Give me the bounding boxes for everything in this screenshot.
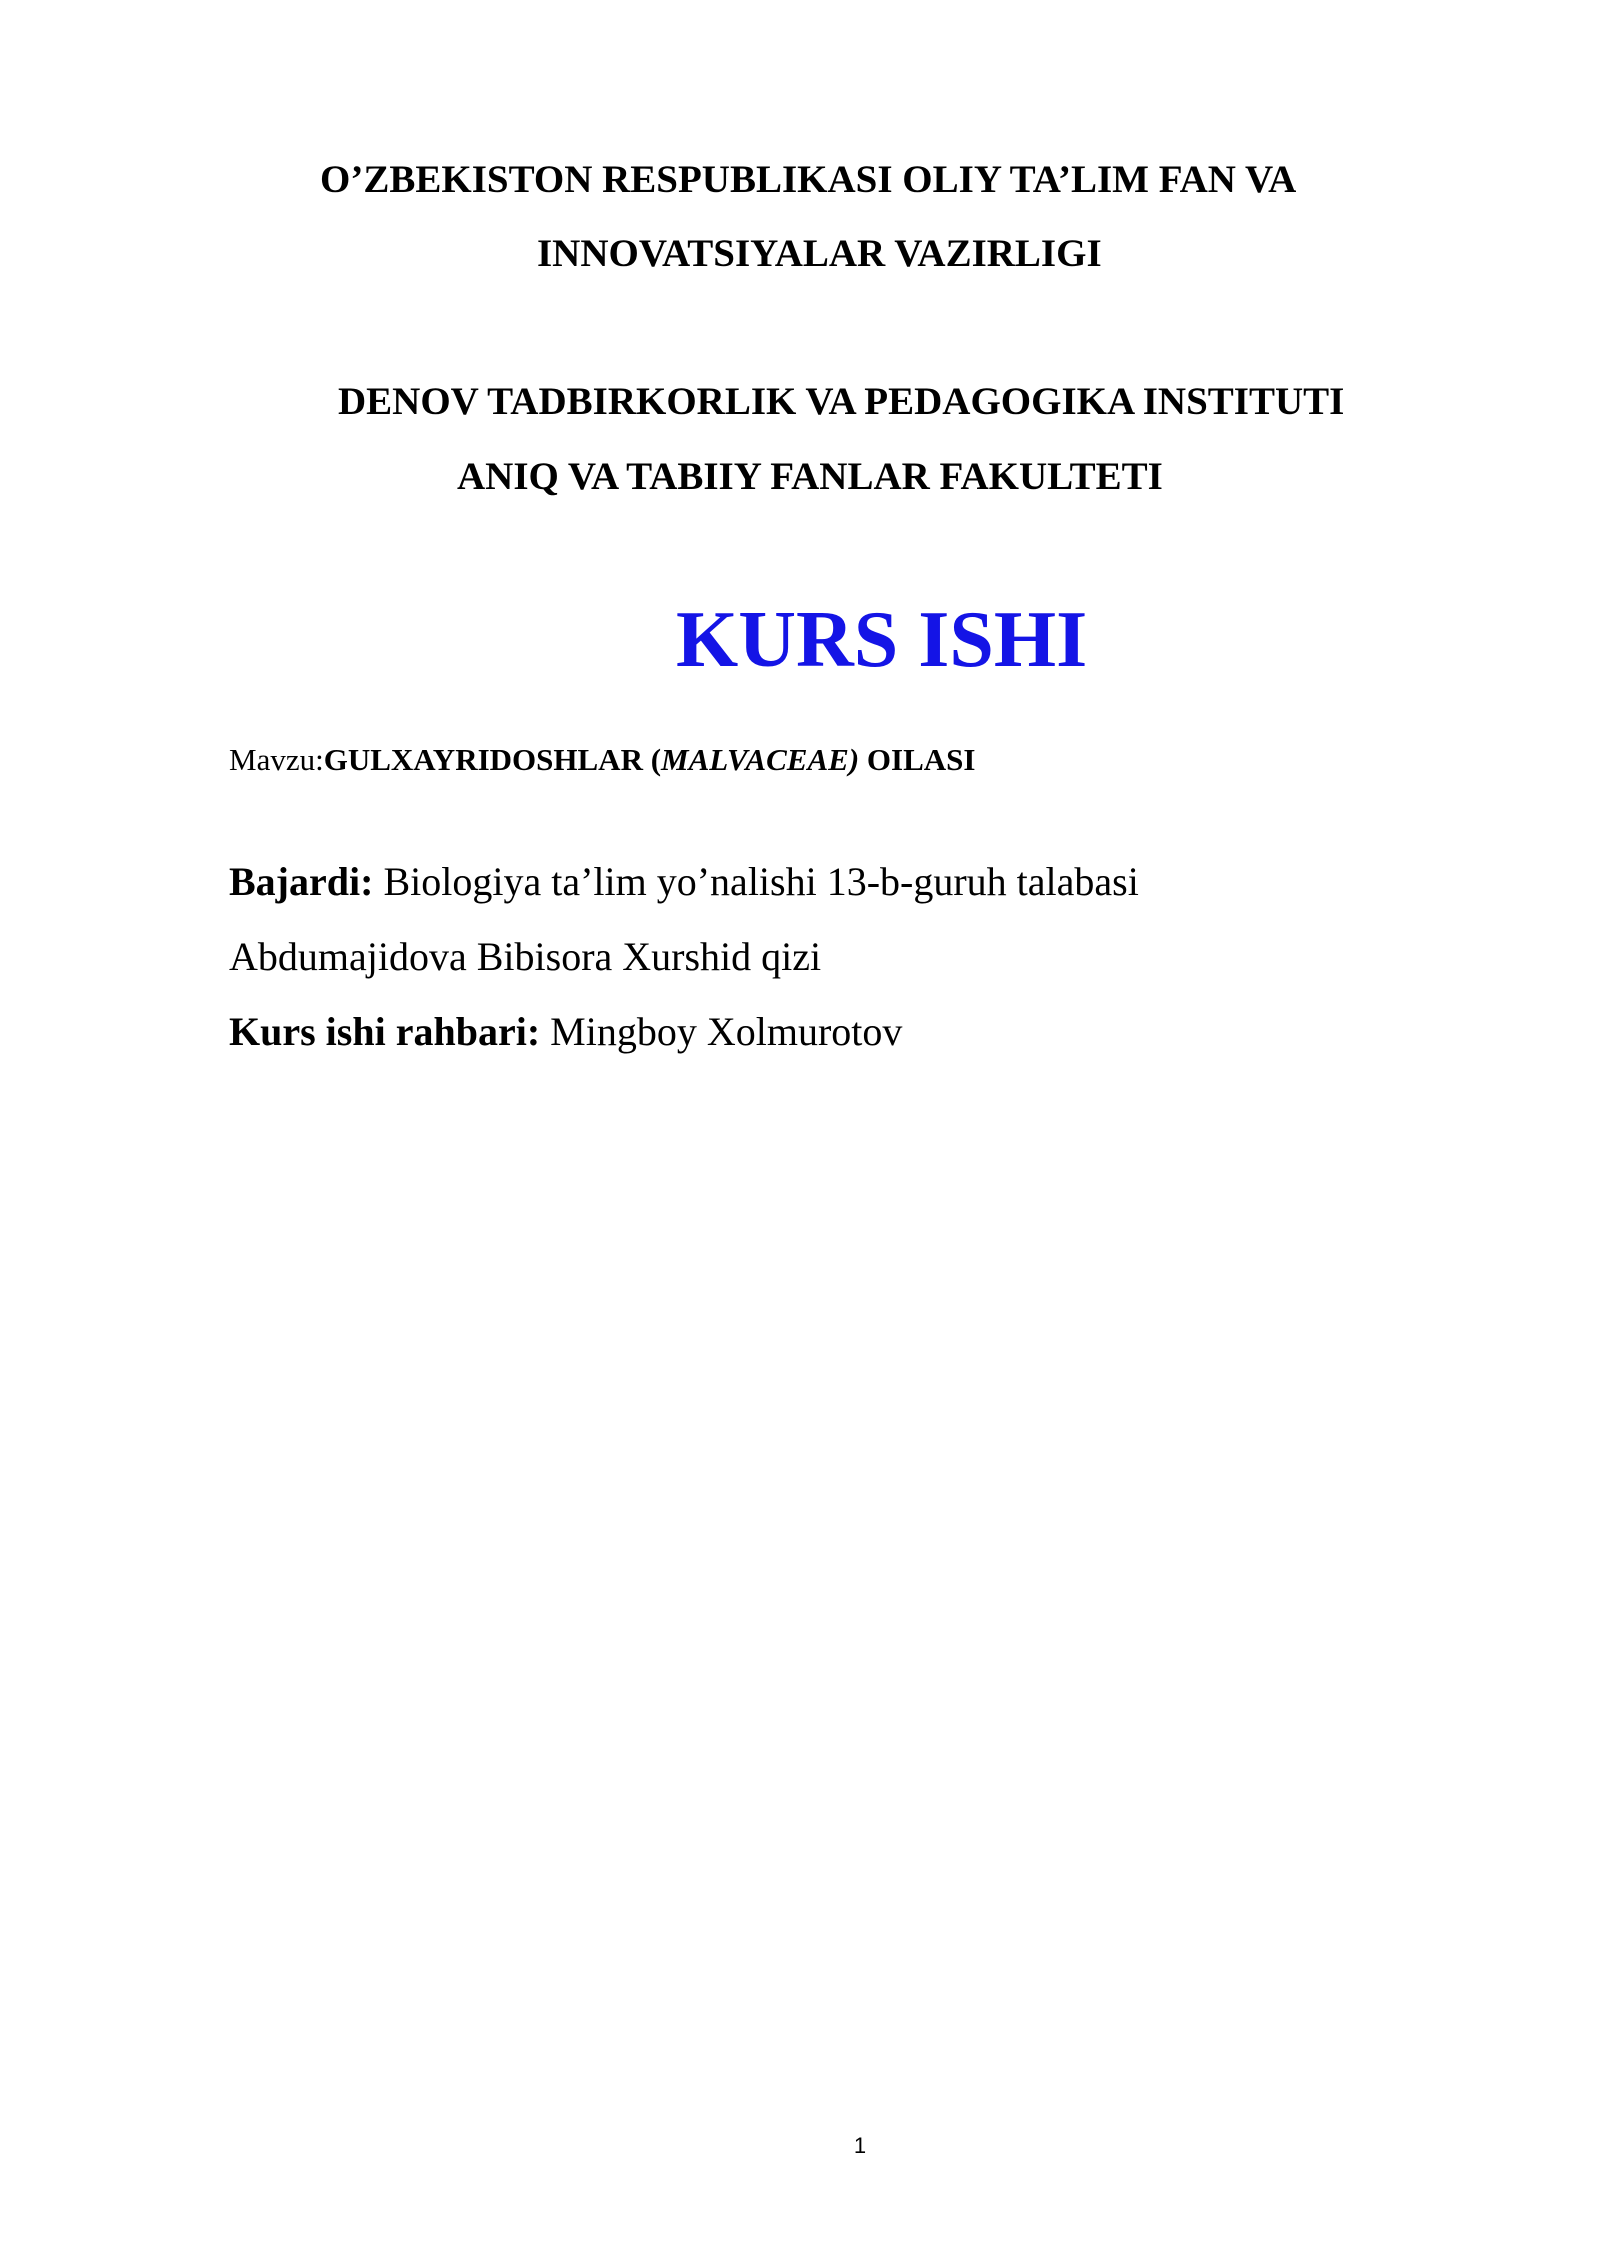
institute-name: DENOV TADBIRKORLIK VA PEDAGOGIKA INSTITUTI	[338, 380, 1345, 423]
ministry-name-line1: O’ZBEKISTON RESPUBLIKASI OLIY TA’LIM FAN VA	[320, 158, 1297, 201]
supervisor-label: Kurs ishi rahbari:	[229, 1009, 541, 1054]
topic-text-before: GULXAYRIDOSHLAR (	[323, 742, 662, 777]
student-name: Abdumajidova Bibisora Xurshid qizi	[229, 934, 822, 979]
supervisor-value: Mingboy Xolmurotov	[540, 1009, 903, 1054]
supervisor-line	[229, 1009, 903, 1054]
performer-label: Bajardi:	[229, 859, 374, 904]
topic-text-italic: MALVACEAE)	[661, 742, 860, 777]
page-number: 1	[853, 2133, 867, 2158]
document-title: KURS ISHI	[676, 596, 1088, 684]
faculty-name: ANIQ VA TABIIY FANLAR FAKULTETI	[457, 455, 1163, 498]
ministry-name-line2: INNOVATSIYALAR VAZIRLIGI	[537, 232, 1102, 275]
performer-line	[229, 859, 1139, 904]
topic-line	[229, 744, 975, 775]
performer-value: Biologiya ta’lim yo’nalishi 13-b-guruh talabasi	[373, 859, 1139, 904]
topic-text-after: OILASI	[859, 742, 976, 777]
topic-label: Mavzu:	[229, 742, 324, 777]
